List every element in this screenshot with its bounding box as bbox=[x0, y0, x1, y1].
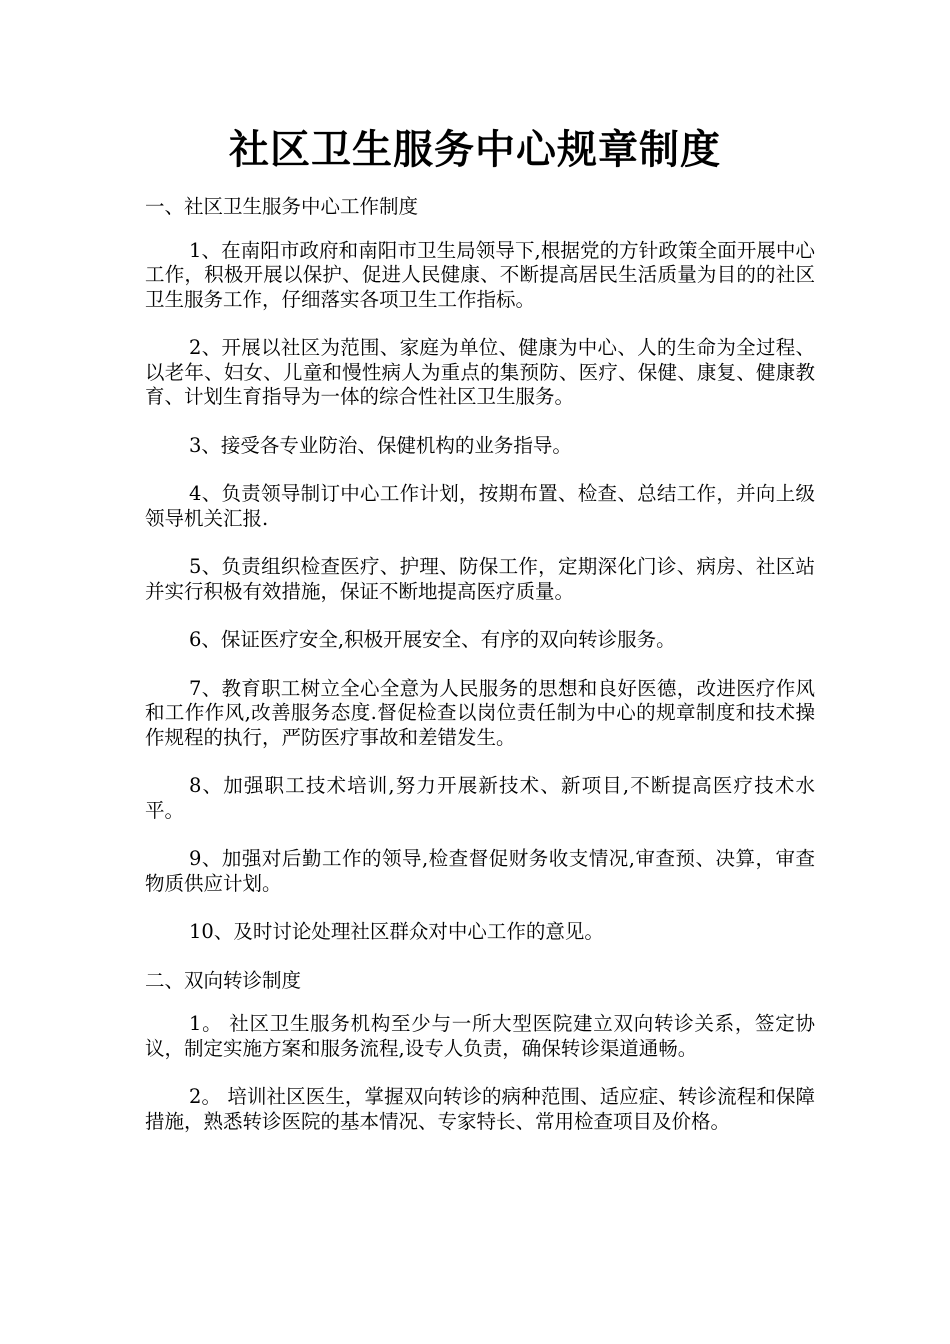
paragraph: 6、保证医疗安全,积极开展安全、有序的双向转诊服务。 bbox=[189, 628, 676, 651]
paragraph: 2、开展以社区为范围、家庭为单位、健康为中心、人的生命为全过程、以老年、妇女、儿童和慢性病人为重点的集预防、医疗、保健、康复、健康教育、计划生育指导为一体的综合性社区卫生服务。 bbox=[145, 336, 815, 408]
paragraph: 5、负责组织检查医疗、护理、防保工作，定期深化门诊、病房、社区站并实行积极有效措施，保证不断地提高医疗质量。 bbox=[145, 555, 815, 603]
paragraph: 9、加强对后勤工作的领导,检查督促财务收支情况,审查预、决算，审查物质供应计划。 bbox=[145, 847, 815, 895]
paragraph: 2。 培训社区医生，掌握双向转诊的病种范围、适应症、转诊流程和保障措施，熟悉转诊医院的基本情况、专家特长、常用检查项目及价格。 bbox=[145, 1085, 815, 1133]
page-title: 社区卫生服务中心规章制度 bbox=[229, 126, 721, 173]
paragraph: 8、加强职工技术培训,努力开展新技术、新项目,不断提高医疗技术水平。 bbox=[145, 774, 815, 822]
document-body bbox=[145, 195, 815, 1158]
paragraph: 7、教育职工树立全心全意为人民服务的思想和良好医德，改进医疗作风和工作作风,改善服务态度.督促检查以岗位责任制为中心的规章制度和技术操作规程的执行，严防医疗事故和差错发生。 bbox=[145, 676, 815, 749]
paragraph: 4、负责领导制订中心工作计划，按期布置、检查、总结工作，并向上级领导机关汇报. bbox=[145, 482, 815, 530]
paragraph: 1。 社区卫生服务机构至少与一所大型医院建立双向转诊关系，签定协议，制定实施方案和服务流程,设专人负责，确保转诊渠道通畅。 bbox=[145, 1012, 815, 1060]
paragraph: 10、及时讨论处理社区群众对中心工作的意见。 bbox=[189, 920, 604, 943]
paragraph: 3、接受各专业防治、保健机构的业务指导。 bbox=[189, 433, 572, 457]
paragraph: 1、在南阳市政府和南阳市卫生局领导下,根据党的方针政策全面开展中心工作，积极开展以保护、促进人民健康、不断提高居民生活质量为目的的社区卫生服务工作，仔细落实各项卫生工作指标。 bbox=[145, 238, 815, 311]
section-heading: 一、社区卫生服务中心工作制度 bbox=[145, 195, 419, 218]
section-heading: 二、双向转诊制度 bbox=[145, 968, 302, 992]
